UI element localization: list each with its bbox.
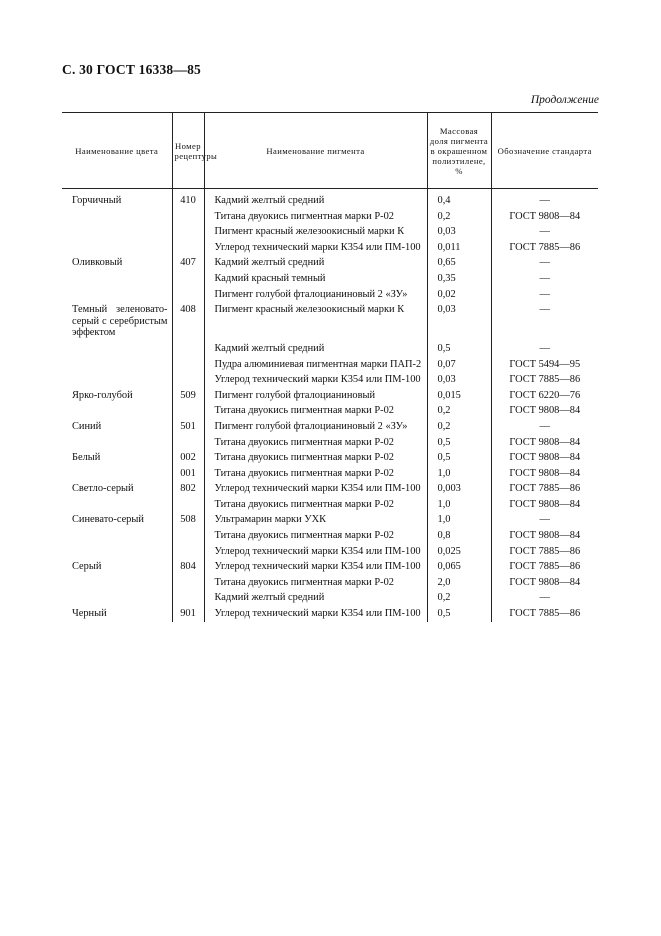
cell-recipe-number: 508: [172, 512, 204, 528]
table-header-row: [62, 113, 598, 189]
cell-standard: —: [491, 255, 598, 271]
header-mass-fraction: Массовая доля пигмента в окрашенном полиэтилене, %: [427, 113, 491, 189]
cell-pigment-name: Кадмий желтый средний: [204, 189, 427, 209]
cell-recipe-number: 410: [172, 189, 204, 209]
cell-recipe-number: [172, 590, 204, 606]
cell-mass-fraction: 0,2: [427, 403, 491, 419]
cell-color-name: [62, 341, 172, 357]
table-row: [62, 189, 598, 209]
cell-mass-fraction: 0,8: [427, 528, 491, 544]
cell-pigment-name: Титана двуокись пигментная марки Р-02: [204, 209, 427, 225]
cell-color-name: Оливковый: [72, 257, 123, 269]
cell-recipe-number: 804: [172, 559, 204, 575]
cell-mass-fraction: 0,03: [427, 302, 491, 341]
table-row: [62, 388, 598, 404]
table-row: [62, 575, 598, 591]
cell-standard: ГОСТ 7885—86: [491, 240, 598, 256]
cell-standard: —: [491, 302, 598, 341]
cell-mass-fraction: 0,65: [427, 255, 491, 271]
table-row: [62, 481, 598, 497]
cell-color-name: Темный зеленовато-серый с серебристым эффектом: [72, 304, 168, 339]
cell-pigment-name: Пигмент красный железоокисный марки К: [204, 224, 427, 240]
cell-recipe-number: [172, 209, 204, 225]
cell-pigment-name: Пигмент голубой фталоцианиновый 2 «ЗУ»: [204, 287, 427, 303]
cell-mass-fraction: 0,5: [427, 606, 491, 622]
cell-mass-fraction: 0,2: [427, 209, 491, 225]
cell-mass-fraction: 1,0: [427, 497, 491, 513]
table-row: [62, 466, 598, 482]
cell-recipe-number: 901: [172, 606, 204, 622]
cell-mass-fraction: 0,07: [427, 357, 491, 373]
table-row: [62, 403, 598, 419]
cell-color-name: [62, 240, 172, 256]
cell-standard: ГОСТ 9808—84: [491, 497, 598, 513]
cell-color-name: Светло-серый: [72, 483, 134, 495]
cell-recipe-number: [172, 403, 204, 419]
cell-pigment-name: Кадмий красный темный: [204, 271, 427, 287]
cell-mass-fraction: 0,4: [427, 189, 491, 209]
cell-mass-fraction: 0,03: [427, 224, 491, 240]
header-standard: Обозначение стандарта: [491, 113, 598, 189]
cell-mass-fraction: 0,2: [427, 590, 491, 606]
cell-pigment-name: Углерод технический марки К354 или ПМ-100: [204, 240, 427, 256]
cell-standard: ГОСТ 7885—86: [491, 559, 598, 575]
table-row: [62, 419, 598, 435]
cell-recipe-number: [172, 224, 204, 240]
cell-standard: ГОСТ 9808—84: [491, 403, 598, 419]
cell-pigment-name: Кадмий желтый средний: [204, 341, 427, 357]
table-row: [62, 341, 598, 357]
cell-mass-fraction: 0,5: [427, 341, 491, 357]
cell-recipe-number: 408: [172, 302, 204, 341]
cell-color-name: [62, 435, 172, 451]
cell-standard: —: [491, 419, 598, 435]
cell-color-name: [62, 575, 172, 591]
cell-standard: —: [491, 287, 598, 303]
cell-pigment-name: Титана двуокись пигментная марки Р-02: [204, 466, 427, 482]
table-row: [62, 544, 598, 560]
cell-standard: —: [491, 590, 598, 606]
cell-color-name: Серый: [72, 561, 102, 573]
cell-pigment-name: Титана двуокись пигментная марки Р-02: [204, 497, 427, 513]
cell-recipe-number: 002: [172, 450, 204, 466]
cell-color-name: [62, 466, 172, 482]
table-row: [62, 302, 598, 341]
cell-recipe-number: [172, 271, 204, 287]
table-row: [62, 528, 598, 544]
cell-recipe-number: [172, 357, 204, 373]
cell-color-name: [62, 544, 172, 560]
cell-pigment-name: Титана двуокись пигментная марки Р-02: [204, 575, 427, 591]
cell-mass-fraction: 0,065: [427, 559, 491, 575]
cell-recipe-number: 501: [172, 419, 204, 435]
cell-standard: —: [491, 189, 598, 209]
cell-recipe-number: [172, 497, 204, 513]
cell-color-name: [62, 372, 172, 388]
cell-color-name: [62, 287, 172, 303]
cell-mass-fraction: 0,015: [427, 388, 491, 404]
cell-color-name: [62, 403, 172, 419]
table-body: [62, 189, 598, 622]
cell-recipe-number: [172, 341, 204, 357]
cell-standard: ГОСТ 9808—84: [491, 528, 598, 544]
cell-color-name: [62, 357, 172, 373]
cell-color-name: [62, 497, 172, 513]
cell-mass-fraction: 0,2: [427, 419, 491, 435]
cell-recipe-number: 407: [172, 255, 204, 271]
cell-standard: —: [491, 512, 598, 528]
cell-standard: ГОСТ 7885—86: [491, 544, 598, 560]
pigment-table: [62, 112, 598, 622]
cell-pigment-name: Титана двуокись пигментная марки Р-02: [204, 403, 427, 419]
cell-standard: ГОСТ 7885—86: [491, 481, 598, 497]
cell-recipe-number: 001: [172, 466, 204, 482]
cell-pigment-name: Ультрамарин марки УХК: [204, 512, 427, 528]
cell-standard: ГОСТ 7885—86: [491, 372, 598, 388]
cell-pigment-name: Углерод технический марки К354 или ПМ-100: [204, 481, 427, 497]
cell-recipe-number: [172, 575, 204, 591]
cell-recipe-number: [172, 528, 204, 544]
cell-color-name: [62, 528, 172, 544]
table-row: [62, 271, 598, 287]
cell-color-name: [62, 209, 172, 225]
cell-mass-fraction: 1,0: [427, 512, 491, 528]
header-recipe-number: Номер рецептуры: [172, 113, 204, 189]
cell-pigment-name: Углерод технический марки К354 или ПМ-100: [204, 372, 427, 388]
cell-standard: —: [491, 341, 598, 357]
table-row: [62, 224, 598, 240]
cell-mass-fraction: 0,35: [427, 271, 491, 287]
cell-recipe-number: [172, 240, 204, 256]
table-row: [62, 240, 598, 256]
continuation-label: Продолжение: [530, 94, 599, 106]
cell-pigment-name: Кадмий желтый средний: [204, 590, 427, 606]
table-row: [62, 512, 598, 528]
cell-mass-fraction: 0,025: [427, 544, 491, 560]
cell-color-name: [62, 271, 172, 287]
cell-pigment-name: Титана двуокись пигментная марки Р-02: [204, 528, 427, 544]
cell-color-name: [62, 590, 172, 606]
header-color-name: Наименование цвета: [62, 113, 172, 189]
table-row: [62, 590, 598, 606]
cell-pigment-name: Кадмий желтый средний: [204, 255, 427, 271]
cell-standard: ГОСТ 9808—84: [491, 435, 598, 451]
cell-standard: —: [491, 224, 598, 240]
cell-recipe-number: [172, 544, 204, 560]
table-row: [62, 372, 598, 388]
cell-recipe-number: [172, 435, 204, 451]
cell-color-name: Белый: [72, 452, 101, 464]
table-row: [62, 209, 598, 225]
cell-pigment-name: Углерод технический марки К354 или ПМ-100: [204, 606, 427, 622]
cell-recipe-number: [172, 372, 204, 388]
cell-recipe-number: 802: [172, 481, 204, 497]
cell-standard: ГОСТ 6220—76: [491, 388, 598, 404]
cell-pigment-name: Пигмент голубой фталоцианиновый 2 «ЗУ»: [204, 419, 427, 435]
page-header: С. 30 ГОСТ 16338—85: [62, 62, 201, 77]
table-row: [62, 559, 598, 575]
table-row: [62, 450, 598, 466]
cell-pigment-name: Углерод технический марки К354 или ПМ-100: [204, 544, 427, 560]
cell-color-name: Синий: [72, 420, 102, 432]
table-row: [62, 606, 598, 622]
cell-color-name: Горчичный: [72, 195, 122, 206]
cell-standard: ГОСТ 9808—84: [491, 209, 598, 225]
cell-standard: ГОСТ 9808—84: [491, 575, 598, 591]
table-row: [62, 357, 598, 373]
cell-color-name: [62, 224, 172, 240]
cell-mass-fraction: 0,02: [427, 287, 491, 303]
cell-pigment-name: Пигмент голубой фталоцианиновый: [204, 388, 427, 404]
cell-mass-fraction: 0,03: [427, 372, 491, 388]
table-row: [62, 287, 598, 303]
header-pigment-name: Наименование пигмента: [204, 113, 427, 189]
cell-mass-fraction: 2,0: [427, 575, 491, 591]
cell-mass-fraction: 1,0: [427, 466, 491, 482]
cell-standard: ГОСТ 9808—84: [491, 450, 598, 466]
cell-standard: ГОСТ 9808—84: [491, 466, 598, 482]
cell-pigment-name: Титана двуокись пигментная марки Р-02: [204, 450, 427, 466]
cell-mass-fraction: 0,5: [427, 435, 491, 451]
cell-pigment-name: Углерод технический марки К354 или ПМ-100: [204, 559, 427, 575]
cell-mass-fraction: 0,003: [427, 481, 491, 497]
cell-color-name: Ярко-голубой: [72, 389, 133, 401]
cell-recipe-number: 509: [172, 388, 204, 404]
cell-color-name: Черный: [72, 608, 107, 620]
cell-standard: ГОСТ 5494—95: [491, 357, 598, 373]
table-row: [62, 255, 598, 271]
cell-mass-fraction: 0,011: [427, 240, 491, 256]
table-row: [62, 435, 598, 451]
cell-mass-fraction: 0,5: [427, 450, 491, 466]
cell-pigment-name: Пудра алюминиевая пигментная марки ПАП-2: [204, 357, 427, 373]
table-row: [62, 497, 598, 513]
cell-pigment-name: Пигмент красный железоокисный марки К: [204, 302, 427, 341]
cell-color-name: Синевато-серый: [72, 514, 144, 526]
cell-recipe-number: [172, 287, 204, 303]
cell-pigment-name: Титана двуокись пигментная марки Р-02: [204, 435, 427, 451]
cell-standard: ГОСТ 7885—86: [491, 606, 598, 622]
cell-standard: —: [491, 271, 598, 287]
